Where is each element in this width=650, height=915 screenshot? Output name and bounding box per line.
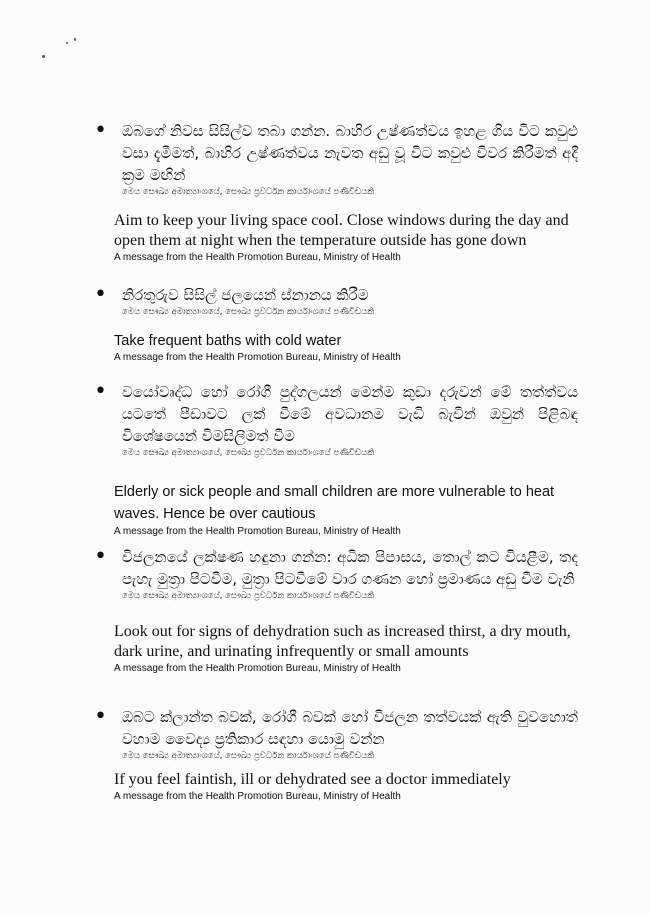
bullet-icon: • xyxy=(94,282,107,307)
english-advice-text: Aim to keep your living space cool. Close windows during the day and open them at night when the temperature outside has gone down xyxy=(114,212,569,249)
bullet-icon: • xyxy=(94,544,107,569)
scan-speck xyxy=(42,55,45,58)
advice-item-1 xyxy=(96,120,578,264)
scan-speck xyxy=(74,38,76,41)
advice-item-5 xyxy=(96,706,578,803)
english-credit-line: A message from the Health Promotion Bureau, Ministry of Health xyxy=(114,352,401,363)
english-advice-text: If you feel faintish, ill or dehydrated see a doctor immediately xyxy=(114,771,511,788)
bullet-icon: • xyxy=(94,379,107,404)
sinhala-credit-line: මෙය සෞඛ්‍ය අමාත්‍යාංශයේ, සෞඛ්‍ය ප්‍රවර්ධන කාර්යාංශයේ පණිවිඩයකි xyxy=(122,591,375,601)
sinhala-credit-line: මෙය සෞඛ්‍ය අමාත්‍යාංශයේ, සෞඛ්‍ය ප්‍රවර්ධන කාර්යාංශයේ පණිවිඩයකි xyxy=(122,448,375,458)
sinhala-credit-line: මෙය සෞඛ්‍ය අමාත්‍යාංශයේ, සෞඛ්‍ය ප්‍රවර්ධන කාර්යාංශයේ පණිවිඩයකි xyxy=(122,751,375,761)
english-credit-line: A message from the Health Promotion Bureau, Ministry of Health xyxy=(114,663,401,674)
sinhala-advice-text: නිරතුරුව සිසිල් ජලයෙන් ස්නානය කිරීම xyxy=(122,286,369,304)
sinhala-advice-text: ඔබගේ නිවස සිසිල්ව තබා ගන්න. බාහිර උෂ්ණත්වය ඉහළ ගිය විට කවුළු වසා දැමීමත්, බාහිර උෂ්ණත්වය නැවත අඩු වූ විට කවුළු විවර කිරීමත් අදී ක්‍රම මඟින් xyxy=(122,122,578,184)
scan-speck xyxy=(66,42,68,44)
english-advice-text: Take frequent baths with cold water xyxy=(114,333,342,349)
english-advice-text: Elderly or sick people and small children are more vulnerable to heat waves. Hence be over cautious xyxy=(114,484,555,522)
advice-item-3 xyxy=(96,381,578,538)
sinhala-credit-line: මෙය සෞඛ්‍ය අමාත්‍යාංශයේ, සෞඛ්‍ය ප්‍රවර්ධන කාර්යාංශයේ පණිවිඩයකි xyxy=(122,187,375,197)
english-credit-line: A message from the Health Promotion Bureau, Ministry of Health xyxy=(114,791,401,802)
sinhala-advice-text: වයෝවෘද්ධ හෝ රෝගී පුද්ගලයන් මෙන්ම කුඩා දරුවන් මේ තත්ත්වය යටතේ පීඩාවට ලක් වීමේ අවධානම වැඩි බැවින් ඔවුන් පිළිබඳ විශේෂයෙන් විමසිලිමත් වීම xyxy=(122,383,578,445)
english-credit-line: A message from the Health Promotion Bureau, Ministry of Health xyxy=(114,252,401,263)
sinhala-advice-text: විජලනයේ ලක්ෂණ හඳුනා ගන්න: අධික පිපාසය, තොල් කට වියළීම, තද පැහැ මුත්‍රා පිටවීම, මුත්‍රා පිටවීමේ වාර ගණන හෝ ප්‍රමාණය අඩු වීම වැනි xyxy=(122,548,578,588)
sinhala-advice-text: ඔබට ක්ලාන්ත බවක්, රෝගී බවක් හෝ විජලන තත්වයක් ඇති වුවහොත් වහාම වෛද්‍ය ප්‍රතිකාර සඳහා යොමු වන්න xyxy=(122,708,578,748)
bullet-icon: • xyxy=(94,704,107,729)
english-advice-text: Look out for signs of dehydration such as increased thirst, a dry mouth, dark urine, and urinating infrequently or small amounts xyxy=(114,623,571,660)
advice-item-4 xyxy=(96,546,578,675)
advice-item-2 xyxy=(96,284,578,364)
sinhala-credit-line: මෙය සෞඛ්‍ය අමාත්‍යාංශයේ, සෞඛ්‍ය ප්‍රවර්ධන කාර්යාංශයේ පණිවිඩයකි xyxy=(122,307,375,317)
english-credit-line: A message from the Health Promotion Bureau, Ministry of Health xyxy=(114,526,401,537)
bullet-icon: • xyxy=(94,118,107,143)
